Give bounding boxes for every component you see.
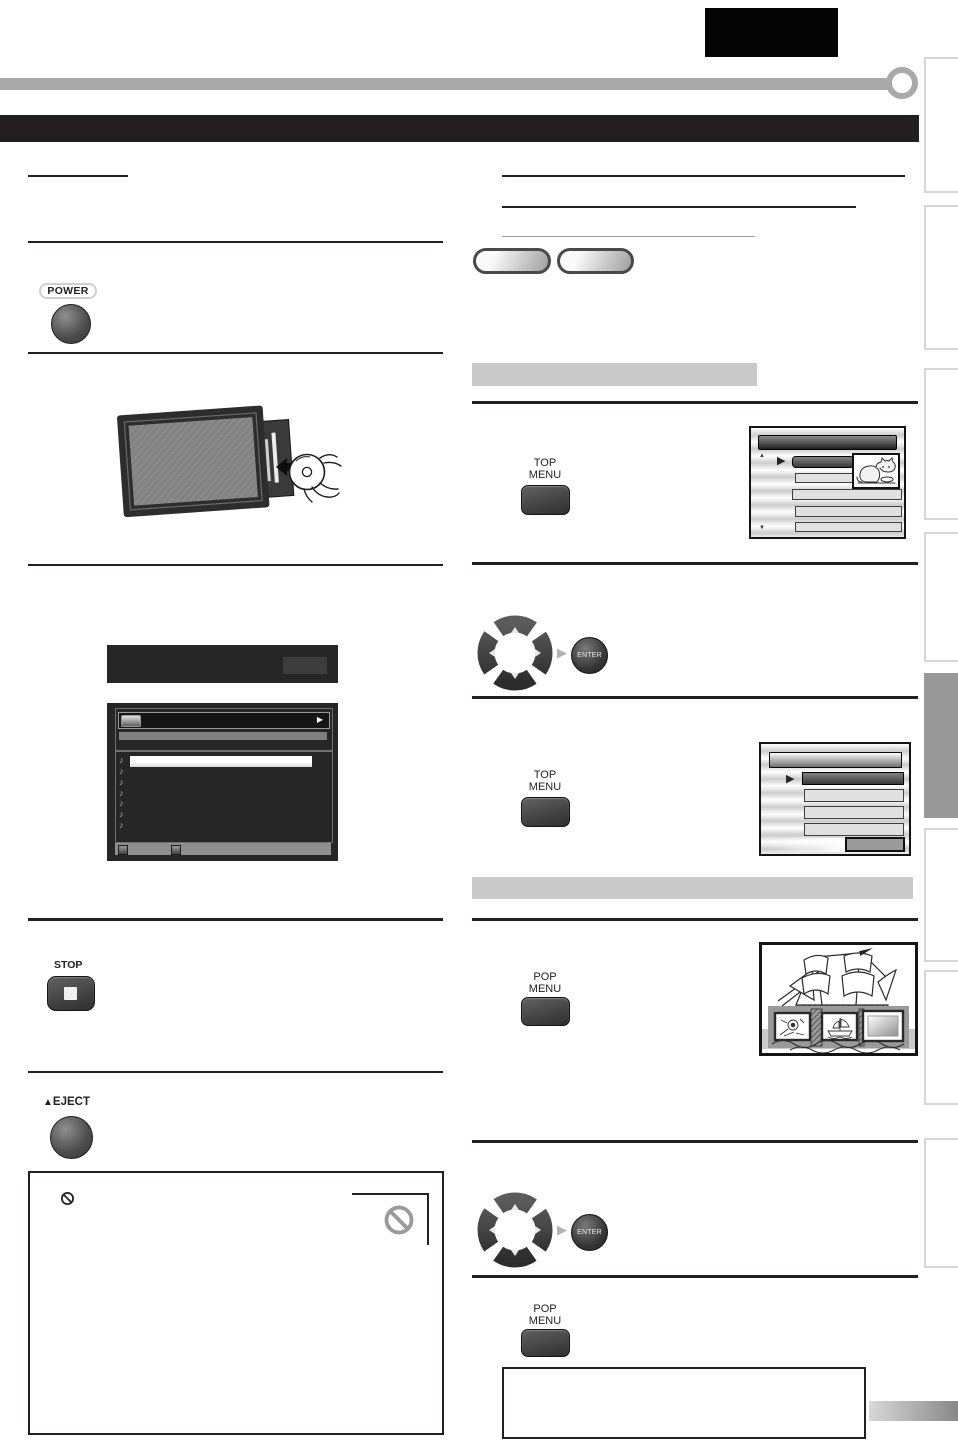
corner-bracket-vertical xyxy=(427,1193,429,1245)
subsection-header-bar-2 xyxy=(472,877,913,899)
thin-divider xyxy=(502,236,755,237)
pop-menu-button[interactable] xyxy=(521,1329,570,1357)
navigation-pad[interactable] xyxy=(474,612,556,694)
popup-thumbnail-2 xyxy=(822,1013,857,1040)
divider xyxy=(472,562,918,565)
language-tag-box xyxy=(705,8,838,57)
menu-item-selected[interactable] xyxy=(792,456,854,468)
sidebar-tab-7[interactable] xyxy=(924,970,958,1105)
osd-banner-panel xyxy=(107,645,338,683)
menu-item-selected[interactable] xyxy=(802,772,904,785)
footer-key-icon xyxy=(171,845,181,855)
navigation-pad[interactable] xyxy=(474,1189,556,1271)
file-list-footer-bar xyxy=(115,843,331,855)
file-list-title-row xyxy=(118,712,330,729)
disc-icon xyxy=(290,455,325,490)
selected-file-row[interactable] xyxy=(130,756,312,767)
pop-menu-button[interactable] xyxy=(521,997,570,1026)
divider xyxy=(472,1275,918,1278)
menu-footer-button[interactable] xyxy=(845,837,905,852)
screen-title-bar xyxy=(769,752,902,768)
left-heading-underline xyxy=(28,175,128,177)
stop-button[interactable] xyxy=(47,976,95,1011)
file-list-progress-bar xyxy=(119,732,327,740)
menu-item[interactable] xyxy=(804,789,904,802)
popup-thumbnail-1 xyxy=(775,1013,810,1040)
enter-button[interactable] xyxy=(571,1214,608,1251)
osd-banner-button xyxy=(283,657,327,674)
note-box xyxy=(502,1367,866,1439)
top-menu-line1: TOP xyxy=(533,769,557,781)
popup-thumbnail-3 xyxy=(863,1011,903,1041)
subsection-header-bar-1 xyxy=(472,363,757,386)
menu-item[interactable] xyxy=(795,522,902,532)
top-menu-line2: MENU xyxy=(528,781,562,794)
top-menu-button-label xyxy=(509,457,581,482)
divider xyxy=(472,1140,918,1143)
divider xyxy=(472,401,918,404)
right-subheading-underline xyxy=(502,206,856,208)
divider xyxy=(28,918,443,921)
eject-triangle-icon: ▲ xyxy=(43,1097,53,1108)
stop-button-label: STOP xyxy=(54,959,83,971)
disc-menu-screen xyxy=(759,742,911,856)
pop-menu-line1: POP xyxy=(533,971,557,983)
top-menu-button-label xyxy=(509,769,581,794)
pop-menu-line1: POP xyxy=(533,1303,557,1315)
top-menu-line1: TOP xyxy=(533,457,557,469)
tv-disc-insert-illustration xyxy=(108,388,343,518)
disc-tray-icon xyxy=(121,715,141,727)
sidebar-tab-2[interactable] xyxy=(924,205,958,350)
power-button-label: POWER xyxy=(39,283,97,299)
eject-label-text: EJECT xyxy=(52,1096,90,1108)
title-menu-screen xyxy=(749,426,906,539)
divider xyxy=(472,696,918,699)
top-menu-line2: MENU xyxy=(528,469,562,482)
corner-bracket-horizontal xyxy=(352,1193,429,1195)
footer-key-icon xyxy=(118,845,128,855)
preview-thumbnail xyxy=(852,453,900,489)
selection-cursor-icon: ▶ xyxy=(786,773,795,785)
ship-illustration xyxy=(762,945,915,1053)
enter-button-label: ENTER xyxy=(577,652,602,659)
file-list-header-area xyxy=(115,708,333,751)
section-title-bar xyxy=(0,115,919,142)
track-icon: ♪ xyxy=(119,755,124,765)
osd-file-list-panel xyxy=(107,703,338,861)
eject-button[interactable] xyxy=(50,1116,93,1159)
track-icon: ♪ xyxy=(119,798,124,808)
prohibition-icon-small xyxy=(60,1191,75,1206)
top-divider-bar xyxy=(0,78,888,90)
then-arrow-icon: ▶ xyxy=(557,1222,567,1237)
track-icon: ♪ xyxy=(119,777,124,787)
page-number-bar xyxy=(869,1401,958,1421)
divider xyxy=(28,564,443,566)
enter-button-label: ENTER xyxy=(577,1229,602,1236)
popup-menu-screen xyxy=(759,942,918,1056)
cat-illustration xyxy=(854,455,898,487)
divider xyxy=(28,352,443,354)
sidebar-tab-8[interactable] xyxy=(924,1138,958,1268)
right-heading-underline xyxy=(502,175,905,177)
divider xyxy=(28,1071,443,1073)
sidebar-tab-6[interactable] xyxy=(924,828,958,962)
panel-play-icon: ▶ xyxy=(316,715,323,724)
top-menu-button[interactable] xyxy=(521,485,570,515)
pop-menu-button-label xyxy=(509,1303,581,1328)
highlight-strip xyxy=(767,838,847,852)
menu-item[interactable] xyxy=(795,506,902,517)
scroll-up-icon: ▲ xyxy=(759,453,765,459)
top-menu-button[interactable] xyxy=(521,797,570,827)
sidebar-tab-4[interactable] xyxy=(924,532,958,662)
sidebar-tab-1[interactable] xyxy=(924,57,958,193)
scroll-down-icon: ▼ xyxy=(759,525,765,531)
remote-pill-button-1[interactable] xyxy=(473,248,551,274)
then-arrow-icon: ▶ xyxy=(557,645,567,660)
file-list-box xyxy=(115,751,333,843)
menu-item[interactable] xyxy=(795,473,854,483)
pop-menu-line2: MENU xyxy=(528,983,562,996)
pop-menu-button-label xyxy=(509,971,581,996)
divider xyxy=(28,241,443,243)
note-box xyxy=(28,1171,444,1435)
remote-pill-button-2[interactable] xyxy=(557,248,634,274)
menu-item[interactable] xyxy=(804,823,904,836)
menu-item[interactable] xyxy=(804,806,904,819)
track-icon: ♪ xyxy=(119,788,124,798)
prohibition-icon-large xyxy=(383,1204,415,1236)
sidebar-tab-5-active[interactable] xyxy=(924,673,958,818)
track-icon: ♪ xyxy=(119,809,124,819)
track-icon: ♪ xyxy=(119,766,124,776)
power-button[interactable] xyxy=(51,304,91,344)
selection-cursor-icon: ▶ xyxy=(777,455,786,467)
screen-title-bar xyxy=(758,435,897,450)
sidebar-tab-3[interactable] xyxy=(924,368,958,520)
divider xyxy=(472,918,918,921)
eject-button-label xyxy=(43,1096,90,1108)
track-icon: ♪ xyxy=(119,820,124,830)
top-divider-ring-icon xyxy=(886,67,918,99)
enter-button[interactable] xyxy=(571,637,608,674)
pop-menu-line2: MENU xyxy=(528,1315,562,1328)
stop-square-icon xyxy=(64,987,77,1000)
